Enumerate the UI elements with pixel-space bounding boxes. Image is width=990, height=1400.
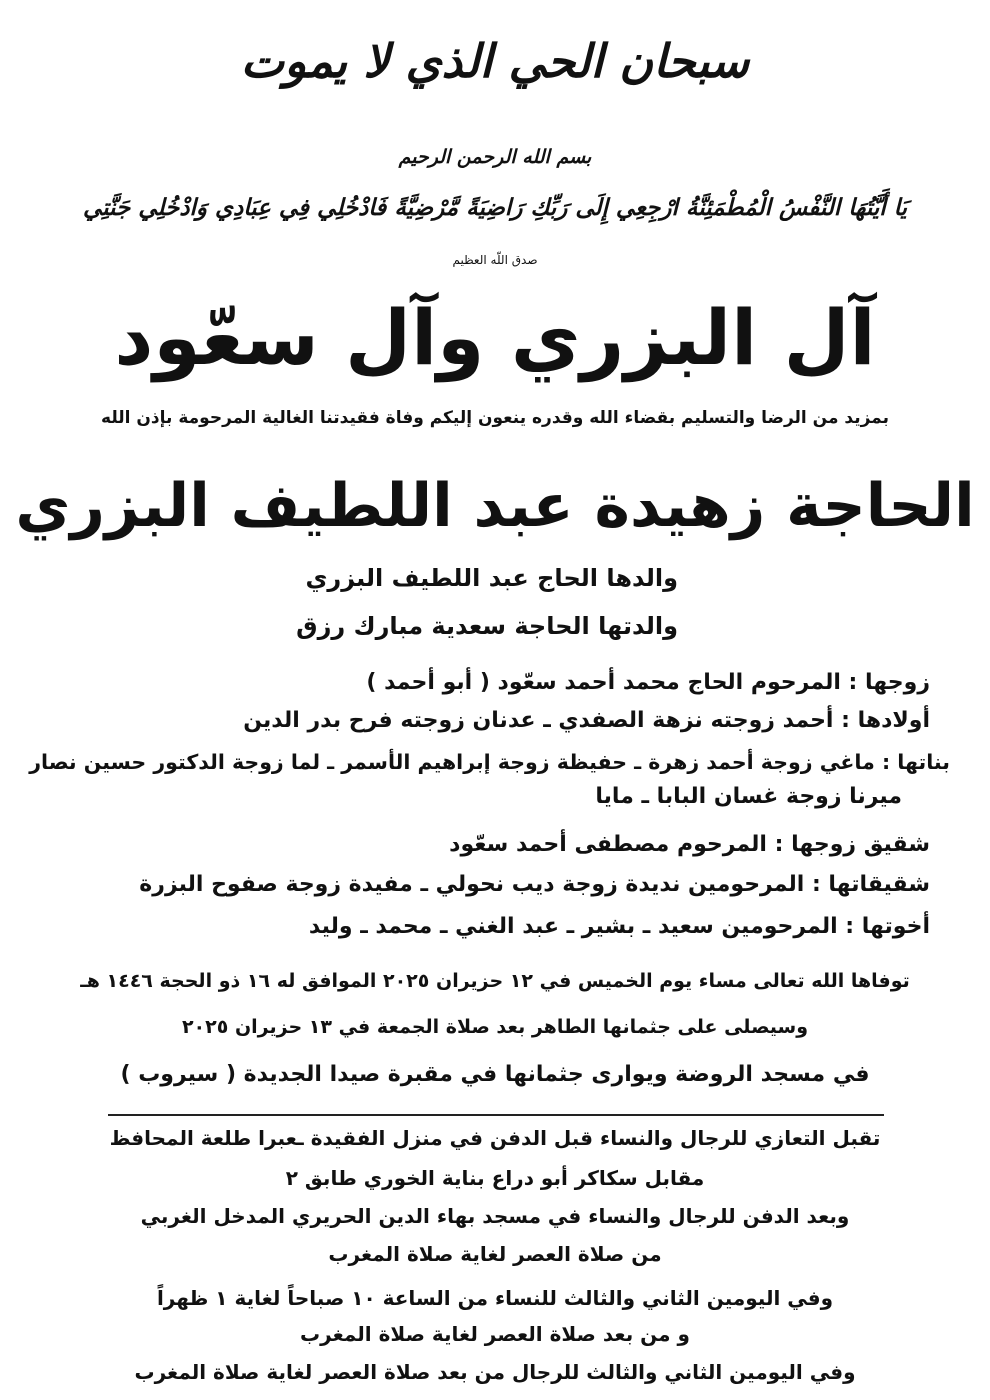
- intro-text: بمزيد من الرضا والتسليم بقضاء الله وقدره ينعون إليكم وفاة فقيدتنا الغالية المرحومة بإذن الله: [101, 408, 889, 428]
- deceased-name: الحاجة زهيدة عبد اللطيف البزري: [15, 471, 975, 541]
- condolence-line-1: تقبل التعازي للرجال والنساء قبل الدفن في منزل الفقيدة ـعبرا طلعة المحافظ: [109, 1126, 881, 1150]
- death-notice: توفاها الله تعالى مساء يوم الخميس في ١٢ حزيران ٢٠٢٥ الموافق له ١٦ ذو الحجة ١٤٤٦ هـ: [80, 970, 910, 992]
- prayer-notice: وسيصلى على جثمانها الطاهر بعد صلاة الجمعة في ١٣ حزيران ٢٠٢٥: [181, 1016, 809, 1038]
- condolence-line-5: وفي اليومين الثاني والثالث للنساء من الساعة ١٠ صباحاً لغاية ١ ظهراً: [156, 1286, 834, 1310]
- father-line: والدها الحاج عبد اللطيف البزري: [305, 564, 678, 592]
- condolence-line-6: و من بعد صلاة العصر لغاية صلاة المغرب: [300, 1322, 690, 1346]
- condolence-line-7: وفي اليومين الثاني والثالث للرجال من بعد صلاة العصر لغاية صلاة المغرب: [134, 1360, 856, 1384]
- mother-line: والدتها الحاجة سعدية مبارك رزق: [296, 612, 678, 640]
- burial-notice: في مسجد الروضة ويوارى جثمانها في مقبرة صيدا الجديدة ( سيروب ): [120, 1062, 870, 1087]
- sons-line: أولادها : أحمد زوجته نزهة الصفدي ـ عدنان زوجته فرح بدر الدين: [243, 708, 930, 733]
- daughters-line-1: بناتها : ماغي زوجة أحمد زهرة ـ حفيظة زوجة إبراهيم الأسمر ـ لما زوجة الدكتور حسين نصار: [29, 750, 950, 774]
- condolence-line-4: من صلاة العصر لغاية صلاة المغرب: [328, 1242, 662, 1266]
- husband-brother-line: شقيق زوجها : المرحوم مصطفى أحمد سعّود: [449, 832, 930, 857]
- sadaq-text: صدق اللّه العظيم: [452, 253, 538, 267]
- condolence-line-3: وبعد الدفن للرجال والنساء في مسجد بهاء الدين الحريري المدخل الغربي: [140, 1204, 850, 1228]
- husband-line: زوجها : المرحوم الحاج محمد أحمد سعّود ( أبو أحمد ): [366, 670, 930, 695]
- daughters-line-2: ميرنا زوجة غسان البابا ـ مايا: [595, 784, 902, 809]
- families-title: آل البزري وآل سعّود: [114, 293, 876, 382]
- condolence-line-2: مقابل سكاكر أبو دراع بناية الخوري طابق ٢: [285, 1166, 705, 1190]
- calligraphy-heading: سبحان الحي الذي لا يموت: [240, 34, 750, 88]
- husband-sisters-line: شقيقاتها : المرحومين نديدة زوجة ديب نحولي ـ مفيدة زوجة صفوح البزرة: [139, 872, 930, 897]
- brothers-line: أخوتها : المرحومين سعيد ـ بشير ـ عبد الغني ـ محمد ـ وليد: [308, 914, 930, 939]
- basmala: بسم الله الرحمن الرحيم: [398, 146, 592, 168]
- divider-line: [108, 1114, 884, 1116]
- quran-verse: يَا أَيَّتُهَا النَّفْسُ الْمُطْمَئِنَّةُ ارْجِعِي إِلَى رَبِّكِ رَاضِيَةً مَّرْضِيَّةً فَادْخُلِي فِي عِبَادِي وَادْخُلِي جَنَّتِي: [82, 194, 908, 221]
